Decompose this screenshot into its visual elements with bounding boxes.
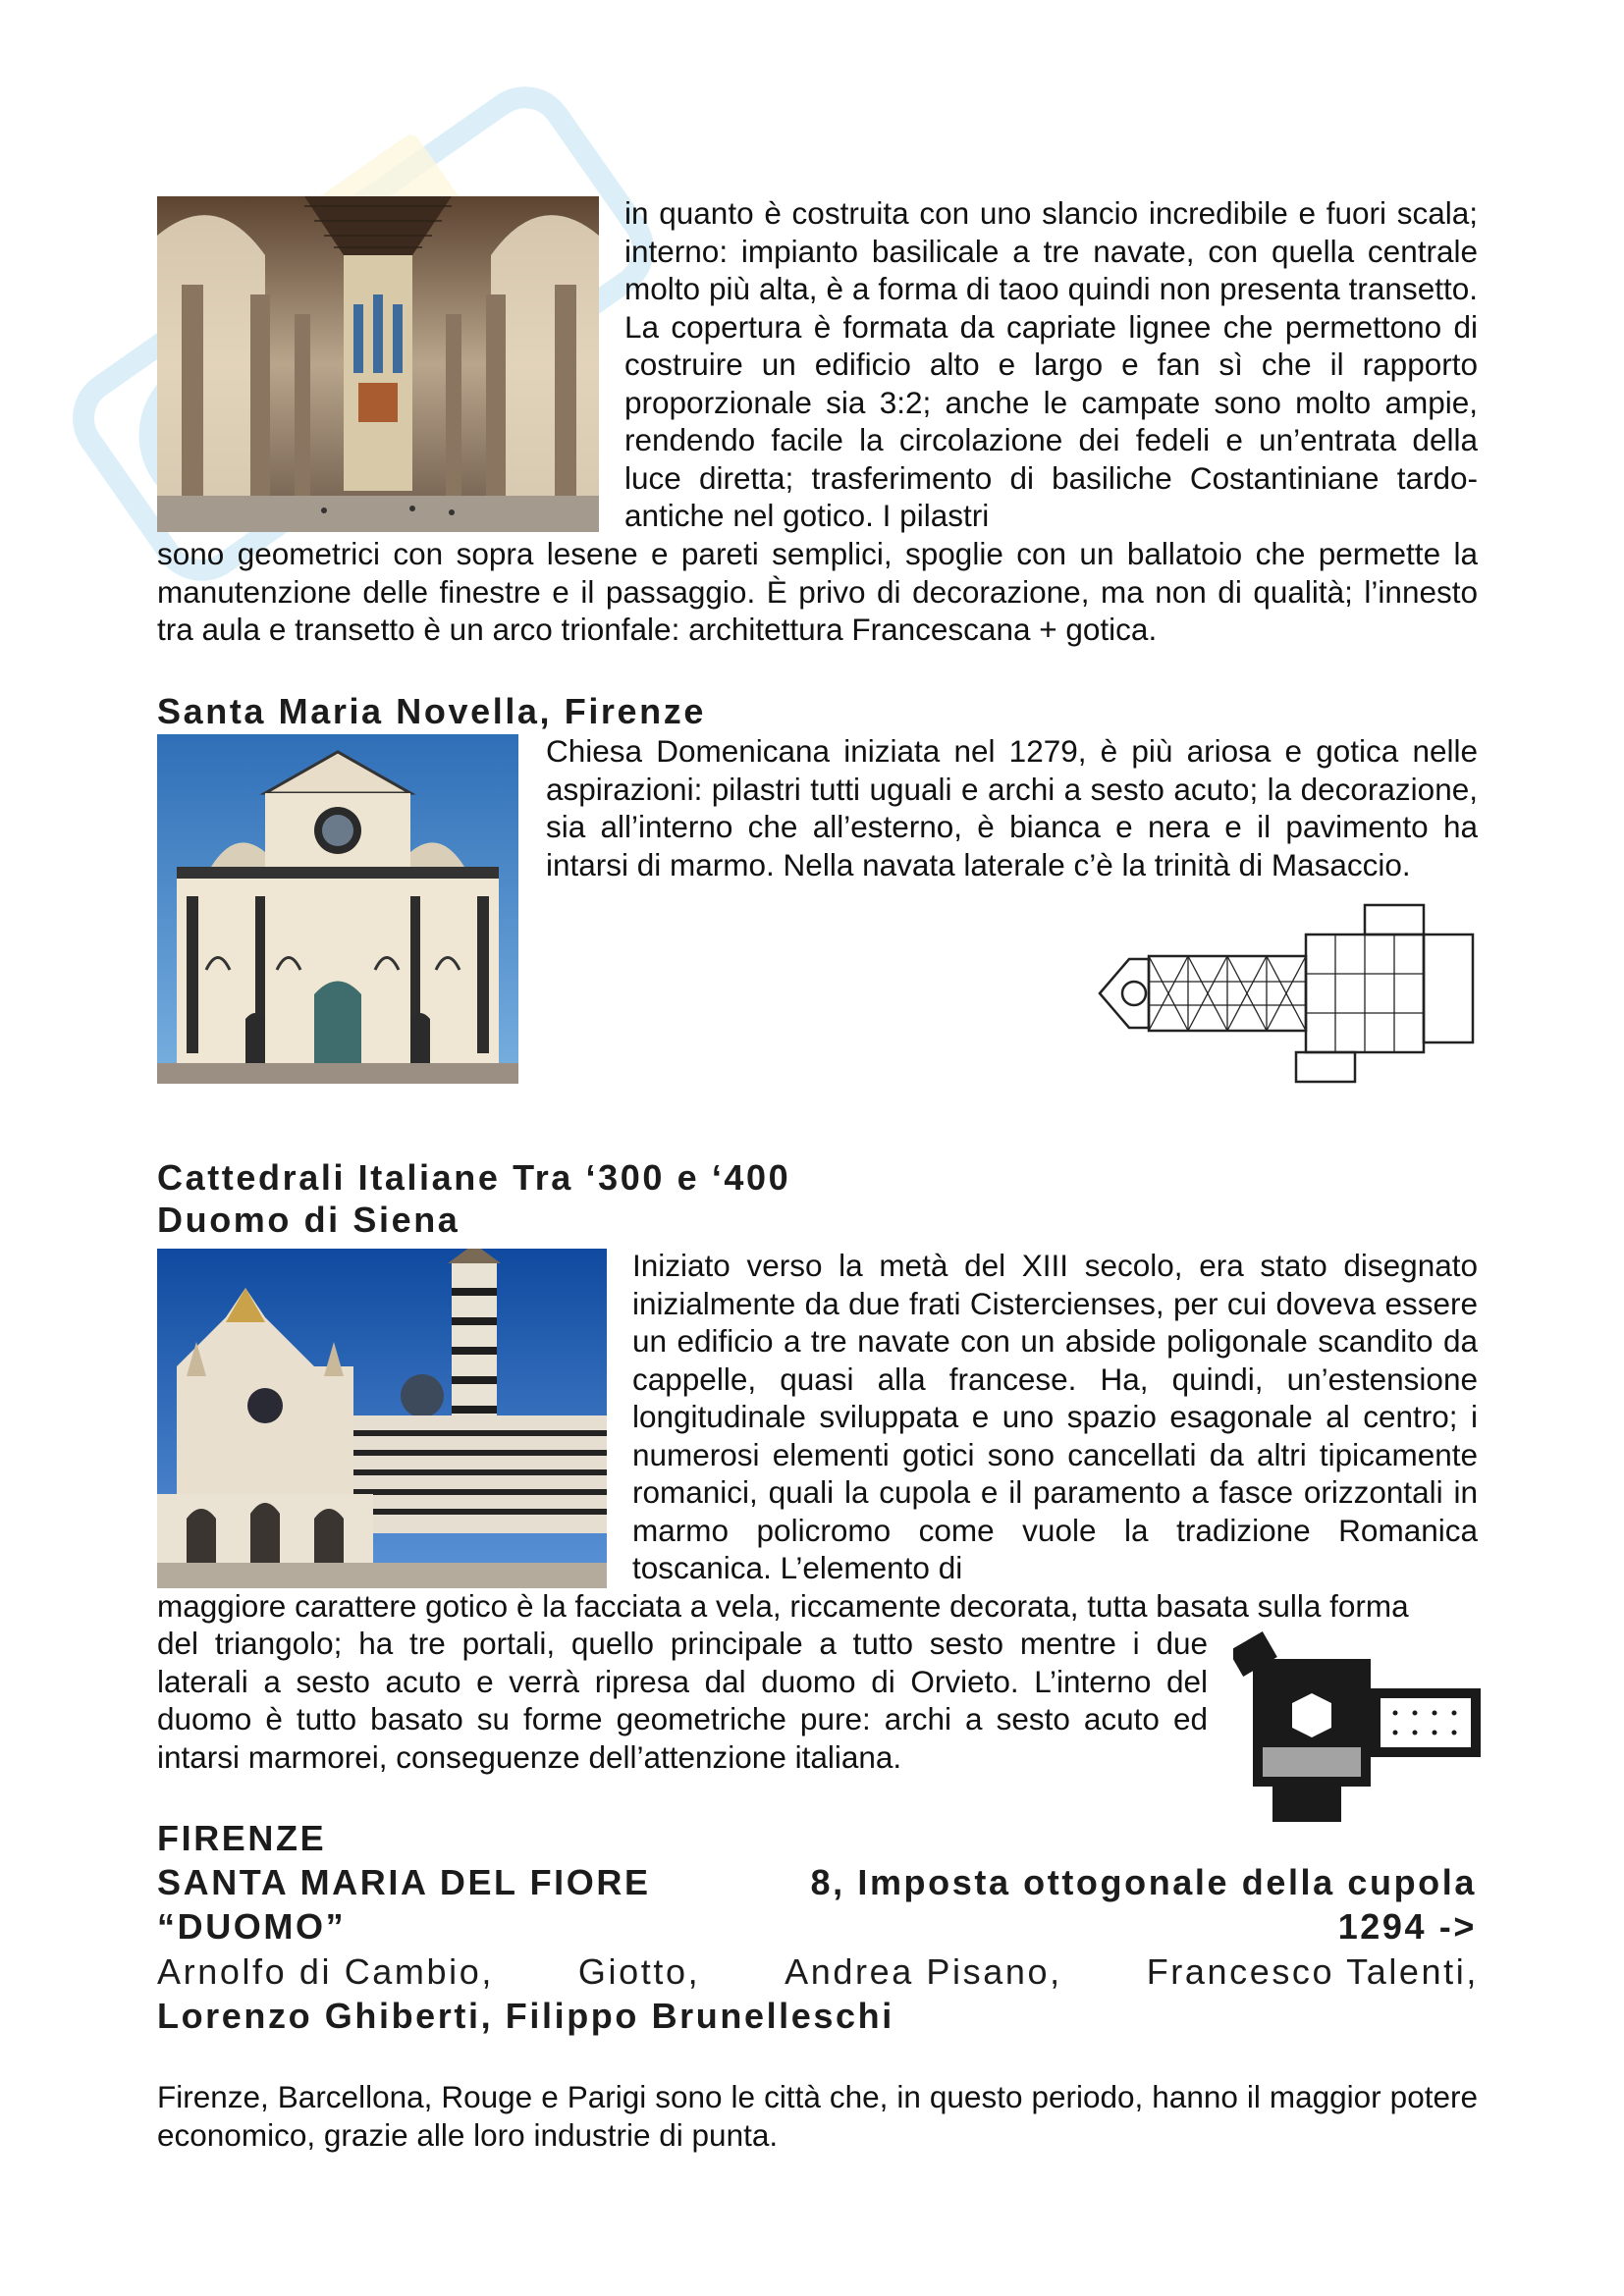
santa-croce-wrap-paragraph: in quanto è costruita con uno slancio incredibile e fuori scala; interno: impianto basilicale a tre navate, con quella centrale molto più alta, è a forma di taoo quindi non presenta transetto. La copertura è formata da capriate lignee che permettono di costruire un edificio alto e largo e fan sì che il rapporto proporzionale sia 3:2; anche le campate sono molto ampie, rendendo facile la circolazione dei fedeli e un’entrata della luce diretta; trasferimento di basiliche Costantiniane tardo-antiche nel gotico. I pilastri (624, 195, 1478, 533)
santa-maria-novella-heading: Santa Maria Novella, Firenze (157, 691, 706, 731)
santa-maria-novella-paragraph: Chiesa Domenicana iniziata nel 1279, è più ariosa e gotica nelle aspirazioni: pilastri tutti uguali e archi a sesto acuto; la decorazione, sia all’interno che all’esterno, è bianca e nera e il pavimento ha intarsi di marmo. Nella navata laterale c’è la trinità di Masaccio. (546, 733, 1478, 882)
authors-line-2: Lorenzo Ghiberti, Filippo Brunelleschi (157, 1996, 894, 2036)
santa-maria-del-fiore-heading: SANTA MARIA DEL FIORE (157, 1862, 651, 1902)
duomo-siena-wrap-paragraph: Iniziato verso la metà del XIII secolo, era stato disegnato inizialmente da due frati Cistercienses, per cui doveva essere un edificio a tre navate con un abside poligonale scandito da cappelle, quasi alla francese. Ha, quindi, un’estensione longitudinale sviluppata e uno spazio esagonale al centro; i numerosi elementi gotici sono cancellati da altri tipicamente romanici, quali la cupola e il paramento a fasce orizzontali in marmo policromo come vuole la tradizione Romanica toscanica. L’elemento di (632, 1248, 1478, 1585)
duomo-di-siena-heading: Duomo di Siena (157, 1200, 460, 1240)
duomo-di-siena-plan-drawing (1233, 1629, 1481, 1822)
duomo-di-siena-photo (157, 1249, 607, 1588)
author-arnolfo: Arnolfo di Cambio, (157, 1951, 494, 1992)
closing-paragraph: Firenze, Barcellona, Rouge e Parigi sono le città che, in questo periodo, hanno il maggior potere economico, grazie alle loro industrie di punta. (157, 2079, 1478, 2153)
date-heading: 1294 -> (1337, 1906, 1477, 1947)
duomo-siena-wrap-paragraph-2: del triangolo; ha tre portali, quello principale a tutto sesto mentre i due laterali a sesto acuto e verrà ripresa dal duomo di Orvieto. L’interno del duomo è tutto basato su forme geometriche pure: archi a sesto acuto ed intarsi marmorei, conseguenze dell’attenzione italiana. (157, 1626, 1208, 1775)
duomo-heading: “DUOMO” (157, 1906, 347, 1947)
author-andrea-pisano: Andrea Pisano, (785, 1951, 1062, 1992)
cattedrali-italiane-heading: Cattedrali Italiane Tra ‘300 e ‘400 (157, 1157, 791, 1198)
firenze-heading: FIRENZE (157, 1818, 327, 1858)
santa-croce-full-paragraph: sono geometrici con sopra lesene e pareti semplici, spoglie con un ballatoio che permette la manutenzione delle finestre e il passaggio. È privo di decorazione, ma non di qualità; l’innesto tra aula e transetto è un arco trionfale: architettura Francescana + gotica. (157, 536, 1478, 647)
author-francesco-talenti: Francesco Talenti, (1146, 1951, 1479, 1992)
santa-maria-novella-facade-photo (157, 734, 518, 1084)
santa-croce-interior-photo (157, 196, 599, 532)
authors-line-1 (157, 1951, 1479, 1993)
santa-maria-novella-plan-drawing (1090, 895, 1483, 1090)
cupola-note-heading: 8, Imposta ottogonale della cupola (810, 1862, 1477, 1902)
author-giotto: Giotto, (577, 1951, 701, 1992)
duomo-siena-full-line: maggiore carattere gotico è la facciata a vela, riccamente decorata, tutta basata sulla forma (157, 1588, 1409, 1624)
